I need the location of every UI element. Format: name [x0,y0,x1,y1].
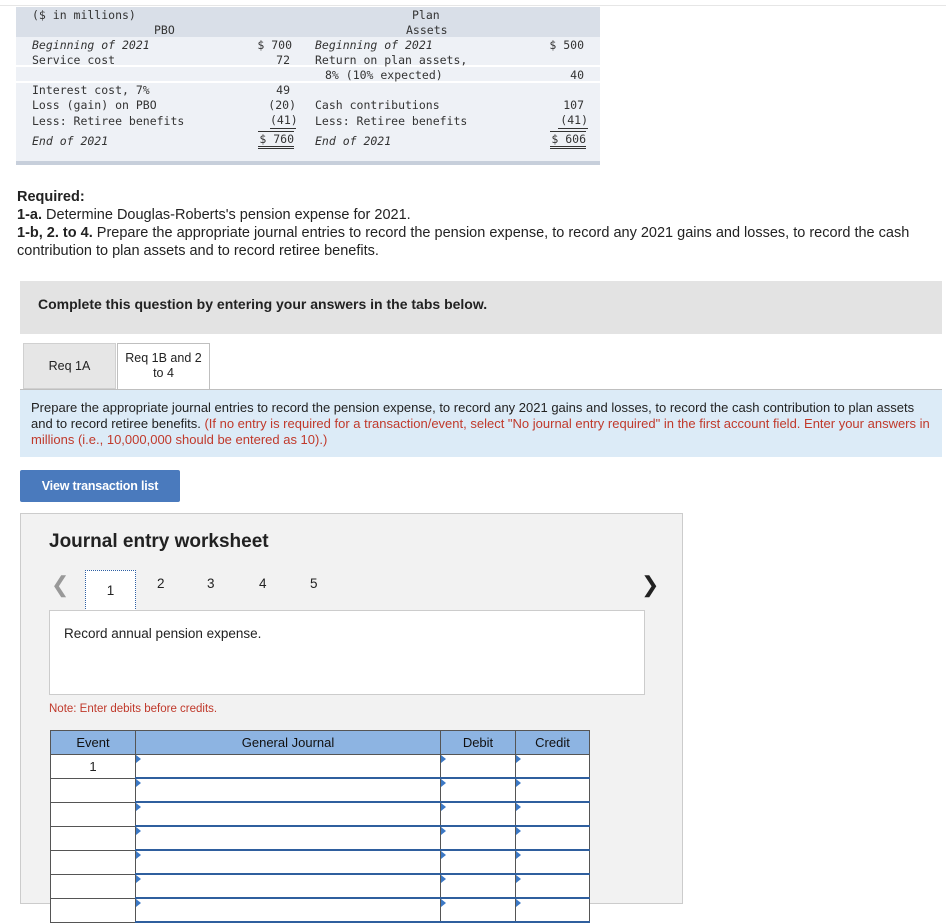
tab-label: Req 1A [48,359,91,373]
pbo-row-value: (20) [268,98,296,112]
view-transaction-list-button[interactable]: View transaction list [20,470,180,502]
instructions-panel [20,390,942,457]
credit-input[interactable] [516,755,590,779]
required-section [17,188,946,260]
page-5-button[interactable]: 5 [310,576,318,591]
plan-row-value: (41) [558,113,588,129]
debit-credit-note: Note: Enter debits before credits. [49,703,218,715]
credit-input[interactable] [516,778,590,802]
table-row [51,850,590,874]
debit-input[interactable] [441,755,516,779]
plan-assets-header: Assets [406,23,448,37]
plan-row-value: 107 [563,98,584,112]
account-input[interactable] [136,755,441,779]
instructions-banner [20,281,942,334]
table-row [51,755,590,779]
instructions-main: Prepare the appropriate journal entries to record the pension expense, to record any 2021 gains and losses, to record the cash contribution to plan assets and to record retiree benefits. [31,400,915,431]
credit-input[interactable] [516,898,590,922]
debit-input[interactable] [441,898,516,922]
pbo-row-label: End of 2021 [32,134,109,148]
pbo-row-label: Less: Retiree benefits [32,114,185,128]
next-arrow-icon[interactable]: ❯ [641,572,660,597]
page-4-button[interactable]: 4 [259,576,267,591]
pbo-row-value: 49 [276,83,290,97]
column-header-credit: Credit [516,731,590,755]
plan-row-label: Cash contributions [315,98,440,112]
credit-input[interactable] [516,802,590,826]
pension-data-table [16,7,600,165]
column-header-general-journal: General Journal [136,731,441,755]
row-band [16,67,600,81]
debit-input[interactable] [441,850,516,874]
instructions-note: (If no entry is required for a transaction/event, select "No journal entry required" in the first account field. Enter your answers in millions (i.e., 10,000,000 should be entered as 10).) [31,416,930,447]
tab-req-1a[interactable] [23,343,116,389]
tab-label: Req 1B and 2 [125,351,202,365]
column-header-event: Event [51,731,136,755]
debit-input[interactable] [441,802,516,826]
plan-row-label: 8% (10% expected) [325,68,443,82]
page-1-button[interactable]: 1 [85,570,136,611]
worksheet-title: Journal entry worksheet [49,531,269,552]
instructions-text [31,400,931,448]
required-heading: Required: [17,189,85,205]
credit-input[interactable] [516,826,590,850]
event-cell [51,826,136,850]
transaction-description-box [49,610,645,695]
transaction-description: Record annual pension expense. [64,626,262,641]
page-3-button[interactable]: 3 [207,576,215,591]
pbo-row-label: Service cost [32,53,116,67]
table-header-row [51,731,590,755]
pbo-row-label: Beginning of 2021 [32,38,150,52]
required-item-text: Determine Douglas-Roberts's pension expense for 2021. [42,207,411,223]
debit-input[interactable] [441,778,516,802]
tab-req-1b-2-4[interactable] [117,343,210,390]
previous-arrow-icon[interactable]: ❮ [51,572,70,597]
account-input[interactable] [136,778,441,802]
account-input[interactable] [136,850,441,874]
pbo-row-label: Interest cost, 7% [32,83,150,97]
banner-text: Complete this question by entering your answers in the tabs below. [38,296,488,312]
plan-row-value: 40 [570,68,584,82]
pbo-row-value: (41) [270,113,298,127]
plan-row-label: Beginning of 2021 [315,38,433,52]
required-item-number: 1-b, 2. to 4. [17,225,93,241]
general-journal-table [50,730,590,923]
table-row [51,826,590,850]
plan-row-value: $ 606 [550,131,586,149]
tab-label: to 4 [153,366,174,380]
journal-entry-worksheet [20,513,683,904]
pbo-header: PBO [154,23,175,37]
plan-row-label: End of 2021 [315,134,392,148]
credit-input[interactable] [516,874,590,898]
event-cell: 1 [51,755,136,779]
column-header-debit: Debit [441,731,516,755]
debit-input[interactable] [441,826,516,850]
pbo-row-value: $ 700 [257,38,292,52]
plan-row-label: Less: Retiree benefits [315,114,468,128]
table-row [51,898,590,922]
pbo-row-value: $ 760 [258,131,294,149]
pbo-row-label: Loss (gain) on PBO [32,98,157,112]
event-cell [51,850,136,874]
required-item-number: 1-a. [17,207,42,223]
account-input[interactable] [136,898,441,922]
credit-input[interactable] [516,850,590,874]
event-cell [51,898,136,922]
table-row [51,874,590,898]
account-input[interactable] [136,826,441,850]
account-input[interactable] [136,802,441,826]
event-cell [51,778,136,802]
required-item-text: Prepare the appropriate journal entries to record the pension expense, to record any 2021 gains and losses, to record the cash contribution to plan assets and to record retiree benefits. [17,225,910,259]
event-cell [51,802,136,826]
pbo-row-value: 72 [276,53,290,67]
table-bottom-border [16,161,600,165]
top-divider [0,5,946,6]
units-label: ($ in millions) [32,8,136,22]
plan-row-label: Return on plan assets, [315,53,468,67]
plan-row-value: $ 500 [549,38,584,52]
account-input[interactable] [136,874,441,898]
debit-input[interactable] [441,874,516,898]
table-row [51,802,590,826]
event-cell [51,874,136,898]
table-row [51,778,590,802]
plan-assets-header: Plan [412,8,440,22]
page-2-button[interactable]: 2 [157,576,165,591]
